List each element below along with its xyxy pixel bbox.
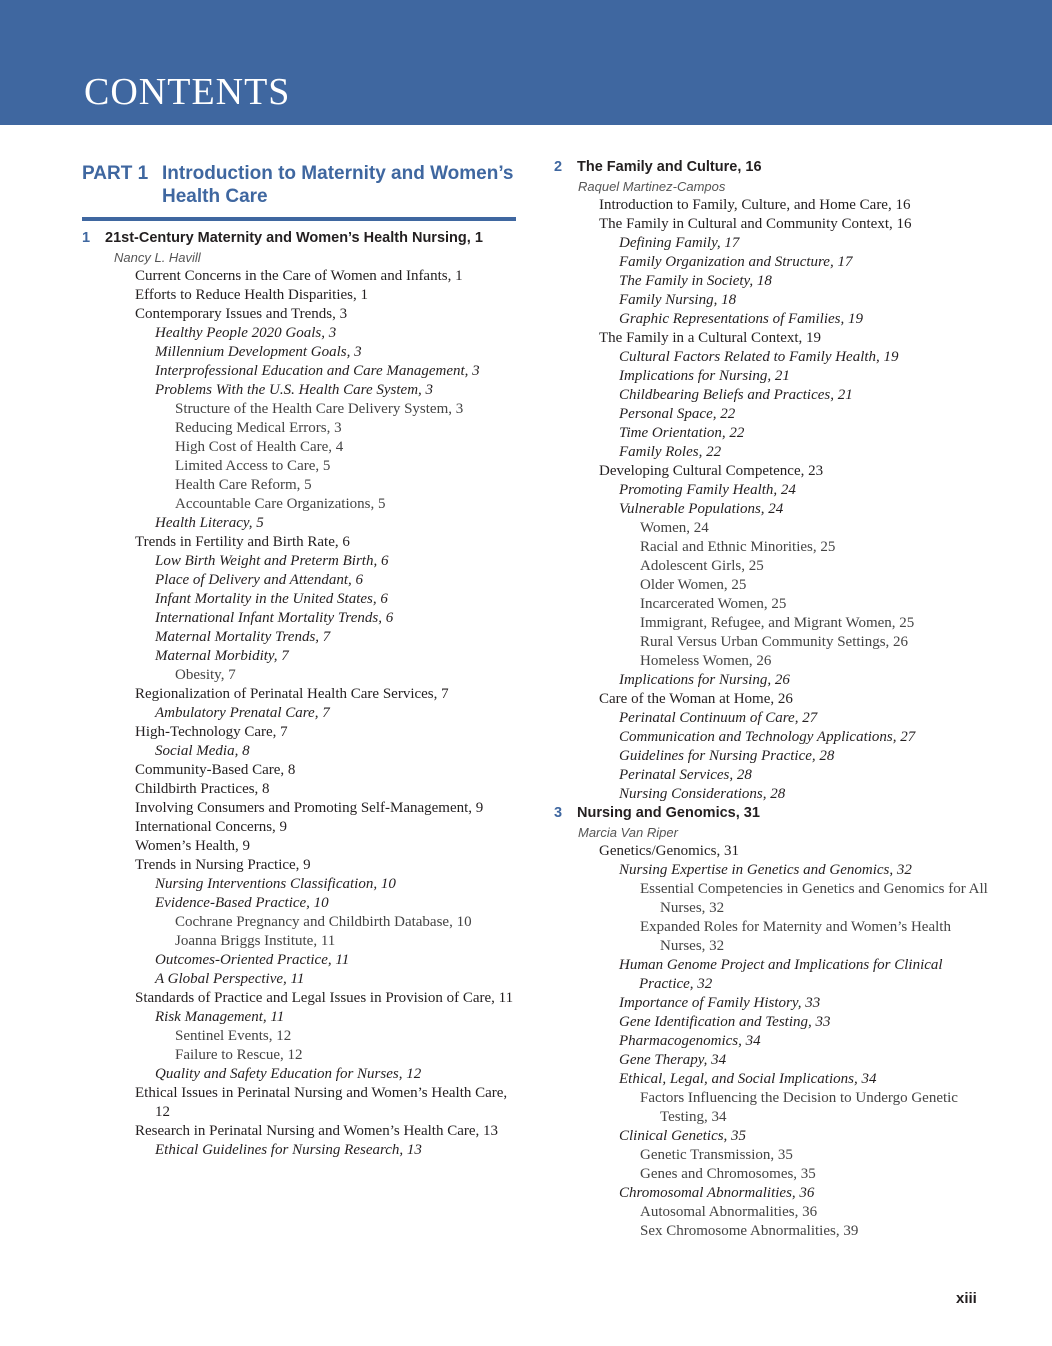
- toc-entry: Importance of Family History, 33: [619, 995, 821, 1011]
- toc-entry: Nursing Expertise in Genetics and Genomics, 32: [619, 862, 912, 878]
- toc-entry: Quality and Safety Education for Nurses, 12: [155, 1066, 422, 1082]
- toc-entry: Care of the Woman at Home, 26: [599, 691, 793, 707]
- toc-entry: Human Genome Project and Implications for Clinical Practice, 32: [619, 957, 943, 992]
- toc-entry: Standards of Practice and Legal Issues in Provision of Care, 11: [135, 990, 514, 1006]
- toc-entry: Ethical, Legal, and Social Implications, 34: [619, 1071, 877, 1087]
- toc-entry: Reducing Medical Errors, 3: [175, 420, 342, 436]
- toc-entries-left: [82, 229, 522, 1160]
- toc-entry: Place of Delivery and Attendant, 6: [155, 572, 364, 588]
- toc-entry: Current Concerns in the Care of Women and Infants, 1: [135, 268, 463, 284]
- chapter-author: Raquel Martinez-Campos: [578, 179, 726, 194]
- part-divider: [82, 217, 516, 221]
- toc-entry: Accountable Care Organizations, 5: [175, 496, 386, 512]
- toc-entry: High Cost of Health Care, 4: [175, 439, 344, 455]
- chapter-number: 2: [554, 159, 563, 175]
- toc-entry: Essential Competencies in Genetics and Genomics for All Nurses, 32: [640, 881, 988, 916]
- chapter-number: 1: [82, 230, 91, 246]
- toc-entry: Racial and Ethnic Minorities, 25: [640, 539, 836, 555]
- toc-entry: Family Organization and Structure, 17: [619, 254, 853, 270]
- toc-entry: Gene Therapy, 34: [619, 1052, 727, 1068]
- toc-entry: Adolescent Girls, 25: [640, 558, 764, 574]
- chapter-title: The Family and Culture, 16: [577, 159, 762, 175]
- toc-entry: Immigrant, Refugee, and Migrant Women, 25: [640, 615, 915, 631]
- toc-entry: Research in Perinatal Nursing and Women’s Health Care, 13: [135, 1123, 499, 1139]
- toc-entry: Developing Cultural Competence, 23: [599, 463, 824, 479]
- toc-entry: Promoting Family Health, 24: [619, 482, 796, 498]
- toc-entry: Cochrane Pregnancy and Childbirth Database, 10: [175, 914, 472, 930]
- toc-entry: Graphic Representations of Families, 19: [619, 311, 863, 327]
- toc-entry: Health Literacy, 5: [155, 515, 264, 531]
- toc-entry: Social Media, 8: [155, 743, 250, 759]
- toc-entry: Millennium Development Goals, 3: [155, 344, 362, 360]
- toc-entry: Risk Management, 11: [155, 1009, 285, 1025]
- toc-entry: Sex Chromosome Abnormalities, 39: [640, 1223, 859, 1239]
- toc-entry: Efforts to Reduce Health Disparities, 1: [135, 287, 368, 303]
- toc-entry: The Family in a Cultural Context, 19: [599, 330, 822, 346]
- toc-entry: Health Care Reform, 5: [175, 477, 312, 493]
- toc-entry: Personal Space, 22: [619, 406, 736, 422]
- toc-entry: Time Orientation, 22: [619, 425, 745, 441]
- chapter-heading: [554, 804, 994, 823]
- toc-entry: Chromosomal Abnormalities, 36: [619, 1185, 815, 1201]
- toc-entry: Low Birth Weight and Preterm Birth, 6: [155, 553, 389, 569]
- toc-entry: Problems With the U.S. Health Care System, 3: [155, 382, 434, 398]
- chapter-author: Marcia Van Riper: [578, 825, 678, 840]
- toc-entry: Perinatal Continuum of Care, 27: [619, 710, 818, 726]
- toc-entry: Autosomal Abnormalities, 36: [640, 1204, 818, 1220]
- chapter-title: 21st-Century Maternity and Women’s Health Nursing, 1: [105, 230, 483, 246]
- chapter-author: Nancy L. Havill: [114, 250, 201, 265]
- toc-entry: Structure of the Health Care Delivery System, 3: [175, 401, 464, 417]
- toc-entry: Implications for Nursing, 26: [619, 672, 790, 688]
- toc-entry: Family Roles, 22: [619, 444, 722, 460]
- toc-entry: Nursing Considerations, 28: [619, 786, 786, 802]
- toc-entry: Cultural Factors Related to Family Health, 19: [619, 349, 899, 365]
- toc-entry: Defining Family, 17: [619, 235, 740, 251]
- toc-entry: Implications for Nursing, 21: [619, 368, 790, 384]
- toc-entry: Involving Consumers and Promoting Self-Management, 9: [135, 800, 484, 816]
- chapter-heading: [554, 158, 994, 177]
- toc-entry: Older Women, 25: [640, 577, 747, 593]
- toc-entry: Trends in Fertility and Birth Rate, 6: [135, 534, 350, 550]
- toc-entry: Rural Versus Urban Community Settings, 26: [640, 634, 909, 650]
- toc-entry: The Family in Society, 18: [619, 273, 772, 289]
- toc-entry: Family Nursing, 18: [619, 292, 737, 308]
- toc-entry: Communication and Technology Applications, 27: [619, 729, 916, 745]
- toc-entry: International Concerns, 9: [135, 819, 288, 835]
- toc-left-column: [82, 158, 522, 1160]
- toc-entry: Vulnerable Populations, 24: [619, 501, 784, 517]
- part-label: PART 1: [82, 163, 149, 184]
- toc-entry: Contemporary Issues and Trends, 3: [135, 306, 348, 322]
- toc-entry: Women, 24: [640, 520, 709, 536]
- toc-entry: Homeless Women, 26: [640, 653, 772, 669]
- toc-entry: Maternal Morbidity, 7: [155, 648, 289, 664]
- toc-entry: Incarcerated Women, 25: [640, 596, 787, 612]
- part-heading: [82, 162, 522, 208]
- toc-entry: Nursing Interventions Classification, 10: [155, 876, 396, 892]
- toc-entry: Guidelines for Nursing Practice, 28: [619, 748, 835, 764]
- toc-entry: Infant Mortality in the United States, 6: [155, 591, 388, 607]
- toc-entry: Gene Identification and Testing, 33: [619, 1014, 831, 1030]
- toc-entry: Ambulatory Prenatal Care, 7: [155, 705, 330, 721]
- toc-entry: Limited Access to Care, 5: [175, 458, 331, 474]
- toc-entry: Childbearing Beliefs and Practices, 21: [619, 387, 853, 403]
- toc-right-column: [554, 158, 994, 1241]
- toc-entry: Introduction to Family, Culture, and Home Care, 16: [599, 197, 911, 213]
- page-number: xiii: [956, 1290, 977, 1307]
- toc-entry: Interprofessional Education and Care Management, 3: [155, 363, 480, 379]
- toc-entry: Childbirth Practices, 8: [135, 781, 270, 797]
- chapter-heading: [82, 229, 522, 248]
- toc-entry: A Global Perspective, 11: [155, 971, 305, 987]
- header-banner: [0, 0, 1052, 125]
- toc-entry: Outcomes-Oriented Practice, 11: [155, 952, 350, 968]
- toc-entry: Women’s Health, 9: [135, 838, 251, 854]
- toc-entry: High-Technology Care, 7: [135, 724, 288, 740]
- toc-entry: Pharmacogenomics, 34: [619, 1033, 761, 1049]
- toc-entry: Maternal Mortality Trends, 7: [155, 629, 331, 645]
- toc-entry: Ethical Guidelines for Nursing Research, 13: [155, 1142, 422, 1158]
- toc-entry: Expanded Roles for Maternity and Women’s Health Nurses, 32: [640, 919, 951, 954]
- toc-entry: International Infant Mortality Trends, 6: [155, 610, 394, 626]
- toc-entry: Ethical Issues in Perinatal Nursing and Women’s Health Care, 12: [135, 1085, 508, 1120]
- toc-entry: Clinical Genetics, 35: [619, 1128, 747, 1144]
- toc-entries-right: [554, 158, 994, 1241]
- toc-entry: Trends in Nursing Practice, 9: [135, 857, 311, 873]
- toc-entry: Obesity, 7: [175, 667, 236, 683]
- toc-entry: Genetics/Genomics, 31: [599, 843, 739, 859]
- toc-entry: Sentinel Events, 12: [175, 1028, 292, 1044]
- toc-entry: Genetic Transmission, 35: [640, 1147, 793, 1163]
- toc-entry: Factors Influencing the Decision to Undergo Genetic Testing, 34: [640, 1090, 958, 1125]
- toc-entry: Healthy People 2020 Goals, 3: [155, 325, 337, 341]
- toc-entry: Failure to Rescue, 12: [175, 1047, 303, 1063]
- toc-entry: Evidence-Based Practice, 10: [155, 895, 329, 911]
- toc-entry: Genes and Chromosomes, 35: [640, 1166, 816, 1182]
- toc-entry: Perinatal Services, 28: [619, 767, 752, 783]
- chapter-number: 3: [554, 805, 563, 821]
- chapter-title: Nursing and Genomics, 31: [577, 805, 760, 821]
- part-title: Introduction to Maternity and Women’s Health Care: [162, 163, 514, 207]
- page-title: CONTENTS: [84, 71, 291, 113]
- toc-entry: Regionalization of Perinatal Health Care Services, 7: [135, 686, 449, 702]
- toc-entry: The Family in Cultural and Community Context, 16: [599, 216, 912, 232]
- toc-entry: Joanna Briggs Institute, 11: [175, 933, 336, 949]
- toc-entry: Community-Based Care, 8: [135, 762, 296, 778]
